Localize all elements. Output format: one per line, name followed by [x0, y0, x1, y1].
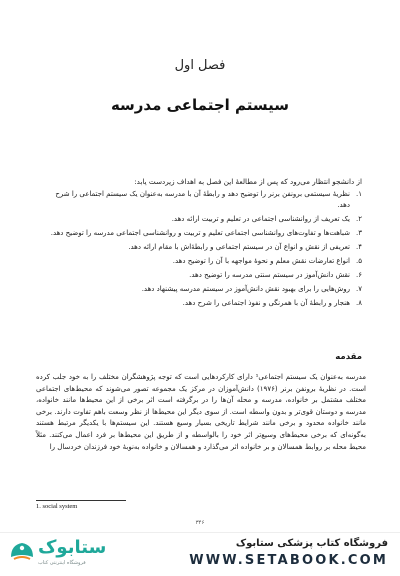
- objective-text: نقش دانش‌آموز در سیستم سنتی مدرسه را توضیح دهد.: [189, 271, 350, 280]
- objective-item: [42, 228, 362, 239]
- objective-number: ۷.: [356, 285, 362, 294]
- objective-number: ۶.: [356, 271, 362, 280]
- store-url-link[interactable]: WWW.SETABOOK.COM: [189, 553, 388, 568]
- objective-text: روش‌هایی را برای بهبود نقش دانش‌آموز در سیستم مدرسه پیشنهاد دهد.: [141, 285, 350, 294]
- objective-number: ۵.: [356, 257, 362, 266]
- chapter-title: سیستم اجتماعی مدرسه: [110, 96, 290, 114]
- objective-item: [42, 256, 362, 267]
- objective-item: [42, 214, 362, 225]
- section-heading: مقدمه: [335, 352, 362, 362]
- objective-item: [42, 242, 362, 253]
- logo-tagline: فروشگاه اینترنتی کتاب: [38, 560, 86, 566]
- objective-number: ۲.: [356, 215, 362, 224]
- objective-item: [42, 298, 362, 309]
- footnote-divider: [36, 500, 126, 501]
- store-name: فروشگاه کتاب پزشکی ستابوک: [235, 538, 388, 549]
- objective-text: یک تعریف از روانشناسی اجتماعی در تعلیم و تربیت ارائه دهد.: [171, 215, 350, 224]
- objective-text: هنجار و رابطهٔ آن با همرنگی و نفوذ اجتماعی را شرح دهد.: [182, 299, 350, 308]
- store-footer: [0, 532, 400, 576]
- objective-number: ۸.: [356, 299, 362, 308]
- objective-text: تعریفی از نقش و انواع آن در سیستم اجتماعی و رابطهٔ‌اش با مقام ارائه دهد.: [128, 243, 350, 252]
- page-number: ۳۴۶: [195, 520, 205, 526]
- objective-number: ۴.: [356, 243, 362, 252]
- objective-number: ۱.: [356, 190, 362, 198]
- setabook-logo[interactable]: [8, 537, 138, 571]
- chapter-label: فصل اول: [174, 58, 226, 73]
- objective-item: [42, 270, 362, 281]
- book-logo-icon: [8, 537, 36, 565]
- objectives-intro: از دانشجو انتظار می‌رود که پس از مطالعهٔ این فصل به اهداف زیردست یابد:: [134, 177, 362, 186]
- objective-text: نظریهٔ سیستمی برونفن برنر را توضیح دهد و رابطهٔ آن با مدرسه به‌عنوان یک سیستم اجتماعی را شرح دهد.: [55, 190, 350, 210]
- objective-number: ۳.: [356, 229, 362, 238]
- objectives-list: [42, 189, 362, 312]
- footnote: 1. social system: [36, 503, 78, 510]
- objective-item: [42, 189, 362, 212]
- logo-wordmark: ستابوک: [38, 537, 107, 558]
- body-paragraph: مدرسه به‌عنوان یک سیستم اجتماعی¹ دارای کارکردهایی است که توجه پژوهشگران مختلف را به خود جلب کرده است. در نظریهٔ برونفن برنر (۱۹۷۶) دانش‌آموزان در مرکز یک مجموعه تصور می‌شوند که محیط‌های اجتماعی مختلف مشتمل بر خانواده، مدرسه و محله آن‌ها را در برگرفته است اثر برخی از این محیط‌ها مانند خانواده، مدرسه و دوستان قوی‌تر و بدون واسطه است. از سوی دیگر این محیط‌ها از نظر وسعت باهم تفاوت دارند. برخی مانند خانواده محدود و برخی مانند شرایط تاریخی بسیار وسیع هستند. این سیستم‌ها با یکدیگر مرتبط هستند به‌گونه‌ای که برخی محیط‌های وسیع‌تر اثر خود را بالواسطه و از طریق این محیط‌ها بر فرد اعمال می‌کنند. مثلاً محیط محله بر روابط همسالان و بر خانواده اثر می‌گذارد و همسالان و خانواده به‌نوبهٔ خود فرزندان خردسال را: [36, 373, 367, 451]
- objective-text: انواع تعارضات نقش معلم و نحوهٔ مواجهه با آن را توضیح دهد.: [172, 257, 350, 266]
- objective-text: شباهت‌ها و تفاوت‌های روانشناسی اجتماعی تعلیم و تربیت و روانشناسی اجتماعی مدرسه را توضیح دهد.: [50, 229, 350, 238]
- objective-item: [42, 284, 362, 295]
